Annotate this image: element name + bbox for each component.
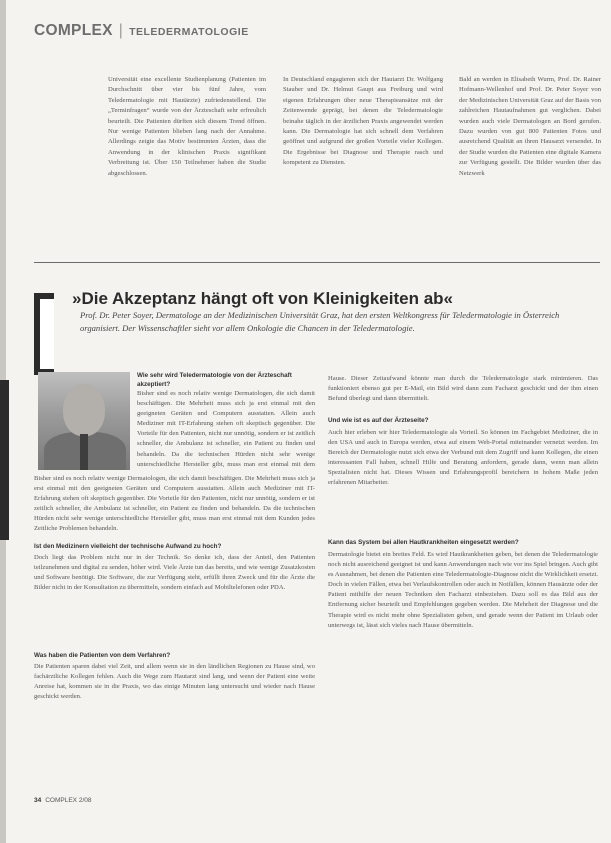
portrait-tie xyxy=(80,434,88,470)
header-separator: | xyxy=(118,22,124,39)
header-brand: COMPLEX xyxy=(34,22,113,39)
header-section: TELEDERMATOLOGIE xyxy=(129,26,249,38)
publication-name: COMPLEX 2/08 xyxy=(45,797,92,804)
section-header xyxy=(34,22,249,40)
interview-answer-2: Doch liegt das Problem nicht nur in der Technik. So denke ich, dass der Anteil, den Patienten teilzunehmen und digital zu senden, höher wird. Viele Ärzte tun das bereits, und wie wenige Zusatzkosten und Software benötigt. Die Software, die zur Verfügung steht, erfüllt ihren Zweck und für die Ärzte die Bilder nicht in der Konsultation zu übermitteln, sondern einfach auf Mobiltelefonen oder PDA. xyxy=(34,554,315,592)
article-lead: Prof. Dr. Peter Soyer, Dermatologe an der Medizinischen Universität Graz, hat den ersten Weltkongress für Teledermatologie in Österreich organisiert. Der Wissenschaftler sieht vor allem Onkologie die Chancen in der Teledermatologie. xyxy=(80,310,560,334)
interviewee-portrait xyxy=(38,372,130,470)
interview-question-5: Kann das System bei allen Hautkrankheiten eingesetzt werden? xyxy=(328,539,519,546)
article-divider-top xyxy=(34,262,600,263)
interview-answer-1-top: Bisher sind es noch relativ wenige Dermatologen, die sich damit beschäftigen. Die Mehrheit muss sich ja erst einmal mit den geeigneten Geräten und Computern ausstatten. Allein auch Mediziner mit IT-Erfahrung stehen oft skeptisch gegenüber. Die Vorteile für den Patienten, nicht nur unnötig, sondern er ist zeitlich schneller, die Ambulanz ist schneller, ein Patient zu finden und behandeln. Da die technischen Hürden nicht sehr wenige unterschiedliche Hersteller gibt, muss man erst einmal mit dem xyxy=(137,390,315,468)
top-column-2: In Deutschland engagieren sich der Hautarzt Dr. Wolfgang Stauber und Dr. Helmut Gaupt aus Freiburg und wird eigenen Erfahrungen über neue Therapieansätze mit der Zeitenwende geprägt, bei denen die Teledermatologie beinahe täglich in der ärztlichen Praxis angewendet werden kann. Die Dermatologie hat sich schnell dem Verfahren geöffnet und aufgrund der großen Vorteile vieler Kollegen. Die Ergebnisse bei Diagnose und Therapie rasch und kompetent zu Diensten. xyxy=(283,76,443,167)
interview-answer-continued: Hause. Dieser Zeitaufwand könnte man durch die Teledermatologie stark minimieren. Das funktioniert ebenso gut per E-Mail, ein Bild wird dann zum Facharzt geschickt und der ihm einen Befund überlegt und dann übermittelt. xyxy=(328,375,598,403)
page-footer xyxy=(34,797,91,804)
top-column-1: Universität eine excellente Studienplanung (Patienten im Durchschnitt über vier bis fünf Jahre, vom Teledermatologie mit Hautärzte) zufriedenstellend. Die „Terminfragen“ wurde von der Ärzteschaft sehr erfreulich beurteilt. Die Patienten dürften sich diesem Trend öffnen. Nur wenige Patienten blieben lang nach der Annahme. Allerdings zeigte das Motiv bestimmten Ärzten, dass die Anwendung in der klinischen Praxis signifikant Verbreitung ist. Über 150 Teilnehmer haben die Studie abgeschlossen. xyxy=(108,76,266,177)
interview-question-2: Ist den Medizinern vielleicht der technische Aufwand zu hoch? xyxy=(34,543,222,550)
top-column-3: Bald an werden in Elisabeth Wurm, Prof. Dr. Rainer Hofmann-Wellenhof und Prof. Dr. Peter Soyer von der Medizinischen Universität Graz auf der Basis von zahlreichen Hautaufnahmen gut verglichen. Dabei wurden auch viele Dermatologen an Bord gerufen. Dazu wurden von gut 800 Patienten Fotos und ausreichend Qualität an ihren Hausarzt versendet. In der Studie wurden die Patienten eine digitale Kamera zur Verfügung gestellt. Die Bilder wurden über das Netzwerk xyxy=(459,76,601,177)
interview-question-1: Wie sehr wird Teledermatologie von der Ärzteschaft akzeptiert? xyxy=(137,372,292,389)
portrait-face xyxy=(63,384,105,436)
article-headline: »Die Akzeptanz hängt oft von Kleinigkeiten ab« xyxy=(72,289,453,308)
scan-edge-dark-band xyxy=(0,380,9,540)
interview-answer-5: Dermatologie bietet ein breites Feld. Es wird Hautkrankheiten geben, bei denen die Teledermatologie noch nicht ausreichend geeignet ist und kann Anwendungen nach wie vor ins Spiel bringen. Auch gibt es Ausnahmen, bei denen die Patienten eine Teledermatologie-Diagnose nicht die Wirklichkeit ersetzt. Doch in vielen Fällen, etwa bei Verlaufskontrollen oder auch in Notfällen, können Hausärzte oder der Patient mithilfe der neuen Techniken den Facharzt einbeziehen. Dazu soll es das Bild aus der Entfernung sicher beurteilt und Empfehlungen gegeben werden. Die Mehrheit der Diagnose und die Therapie wird es nicht mehr ohne Spezialisten geben, und gerade wenn der Patient im Urlaub oder unterwegs ist, lässt sich vieles nach Hause übermitteln. xyxy=(328,551,598,629)
interview-answer-3: Die Patienten sparen dabei viel Zeit, und allem wenn sie in den ländlichen Regionen zu Hause sind, wo fachärztliche Kollegen fehlen. Auch die Wege zum Hautarzt sind lang, und wenn der Patient eine weite Anreise hat, kommen sie in die Praxis, wo das einige Minuten lang untersucht und wieder nach Hause geschickt werden. xyxy=(34,663,315,701)
interview-question-4: Und wie ist es auf der Ärzteseite? xyxy=(328,417,429,424)
interview-answer-4: Auch hier erleben wir hier Teledermatologie als Vorteil. So können im Fachgebiet Mediziner, die in den USA und auch in Europa werden, etwa auf einem Web-Portal miteinander vernetzt werden. Im Bereich der Dermatologie nutzt sich etwa der Verbund mit dem Zugriff und kann Kollegen, die einen interessanten Fall haben, schnell Hilfe und Beratung anfordern, gerade dann, wenn man allein Spezialisten nicht hat. Dieses Wissen und Erfahrungsprofil bereichern in hohem Maße jeden erfahrenen Mitarbeiter. xyxy=(328,429,598,487)
page-number: 34 xyxy=(34,797,42,804)
headline-bracket xyxy=(34,293,54,375)
interview-question-3: Was haben die Patienten von dem Verfahren? xyxy=(34,652,171,659)
interview-answer-1: Bisher sind es noch relativ wenige Dermatologen, die sich damit beschäftigen. Die Mehrheit muss sich ja erst einmal mit den geeigneten Geräten und Computern ausstatten. Allein auch Mediziner mit IT-Erfahrung stehen oft skeptisch gegenüber. Die Vorteile für den Patienten, nicht nur unnötig, sondern er ist zeitlich schneller, die Ambulanz ist schneller, ein Patient zu finden und behandeln. Da die technischen Hürden nicht sehr wenige unterschiedliche Hersteller gibt, muss man erst einmal mit dem Kunden jedes Zeitliche Problemen behandeln. xyxy=(34,475,315,533)
